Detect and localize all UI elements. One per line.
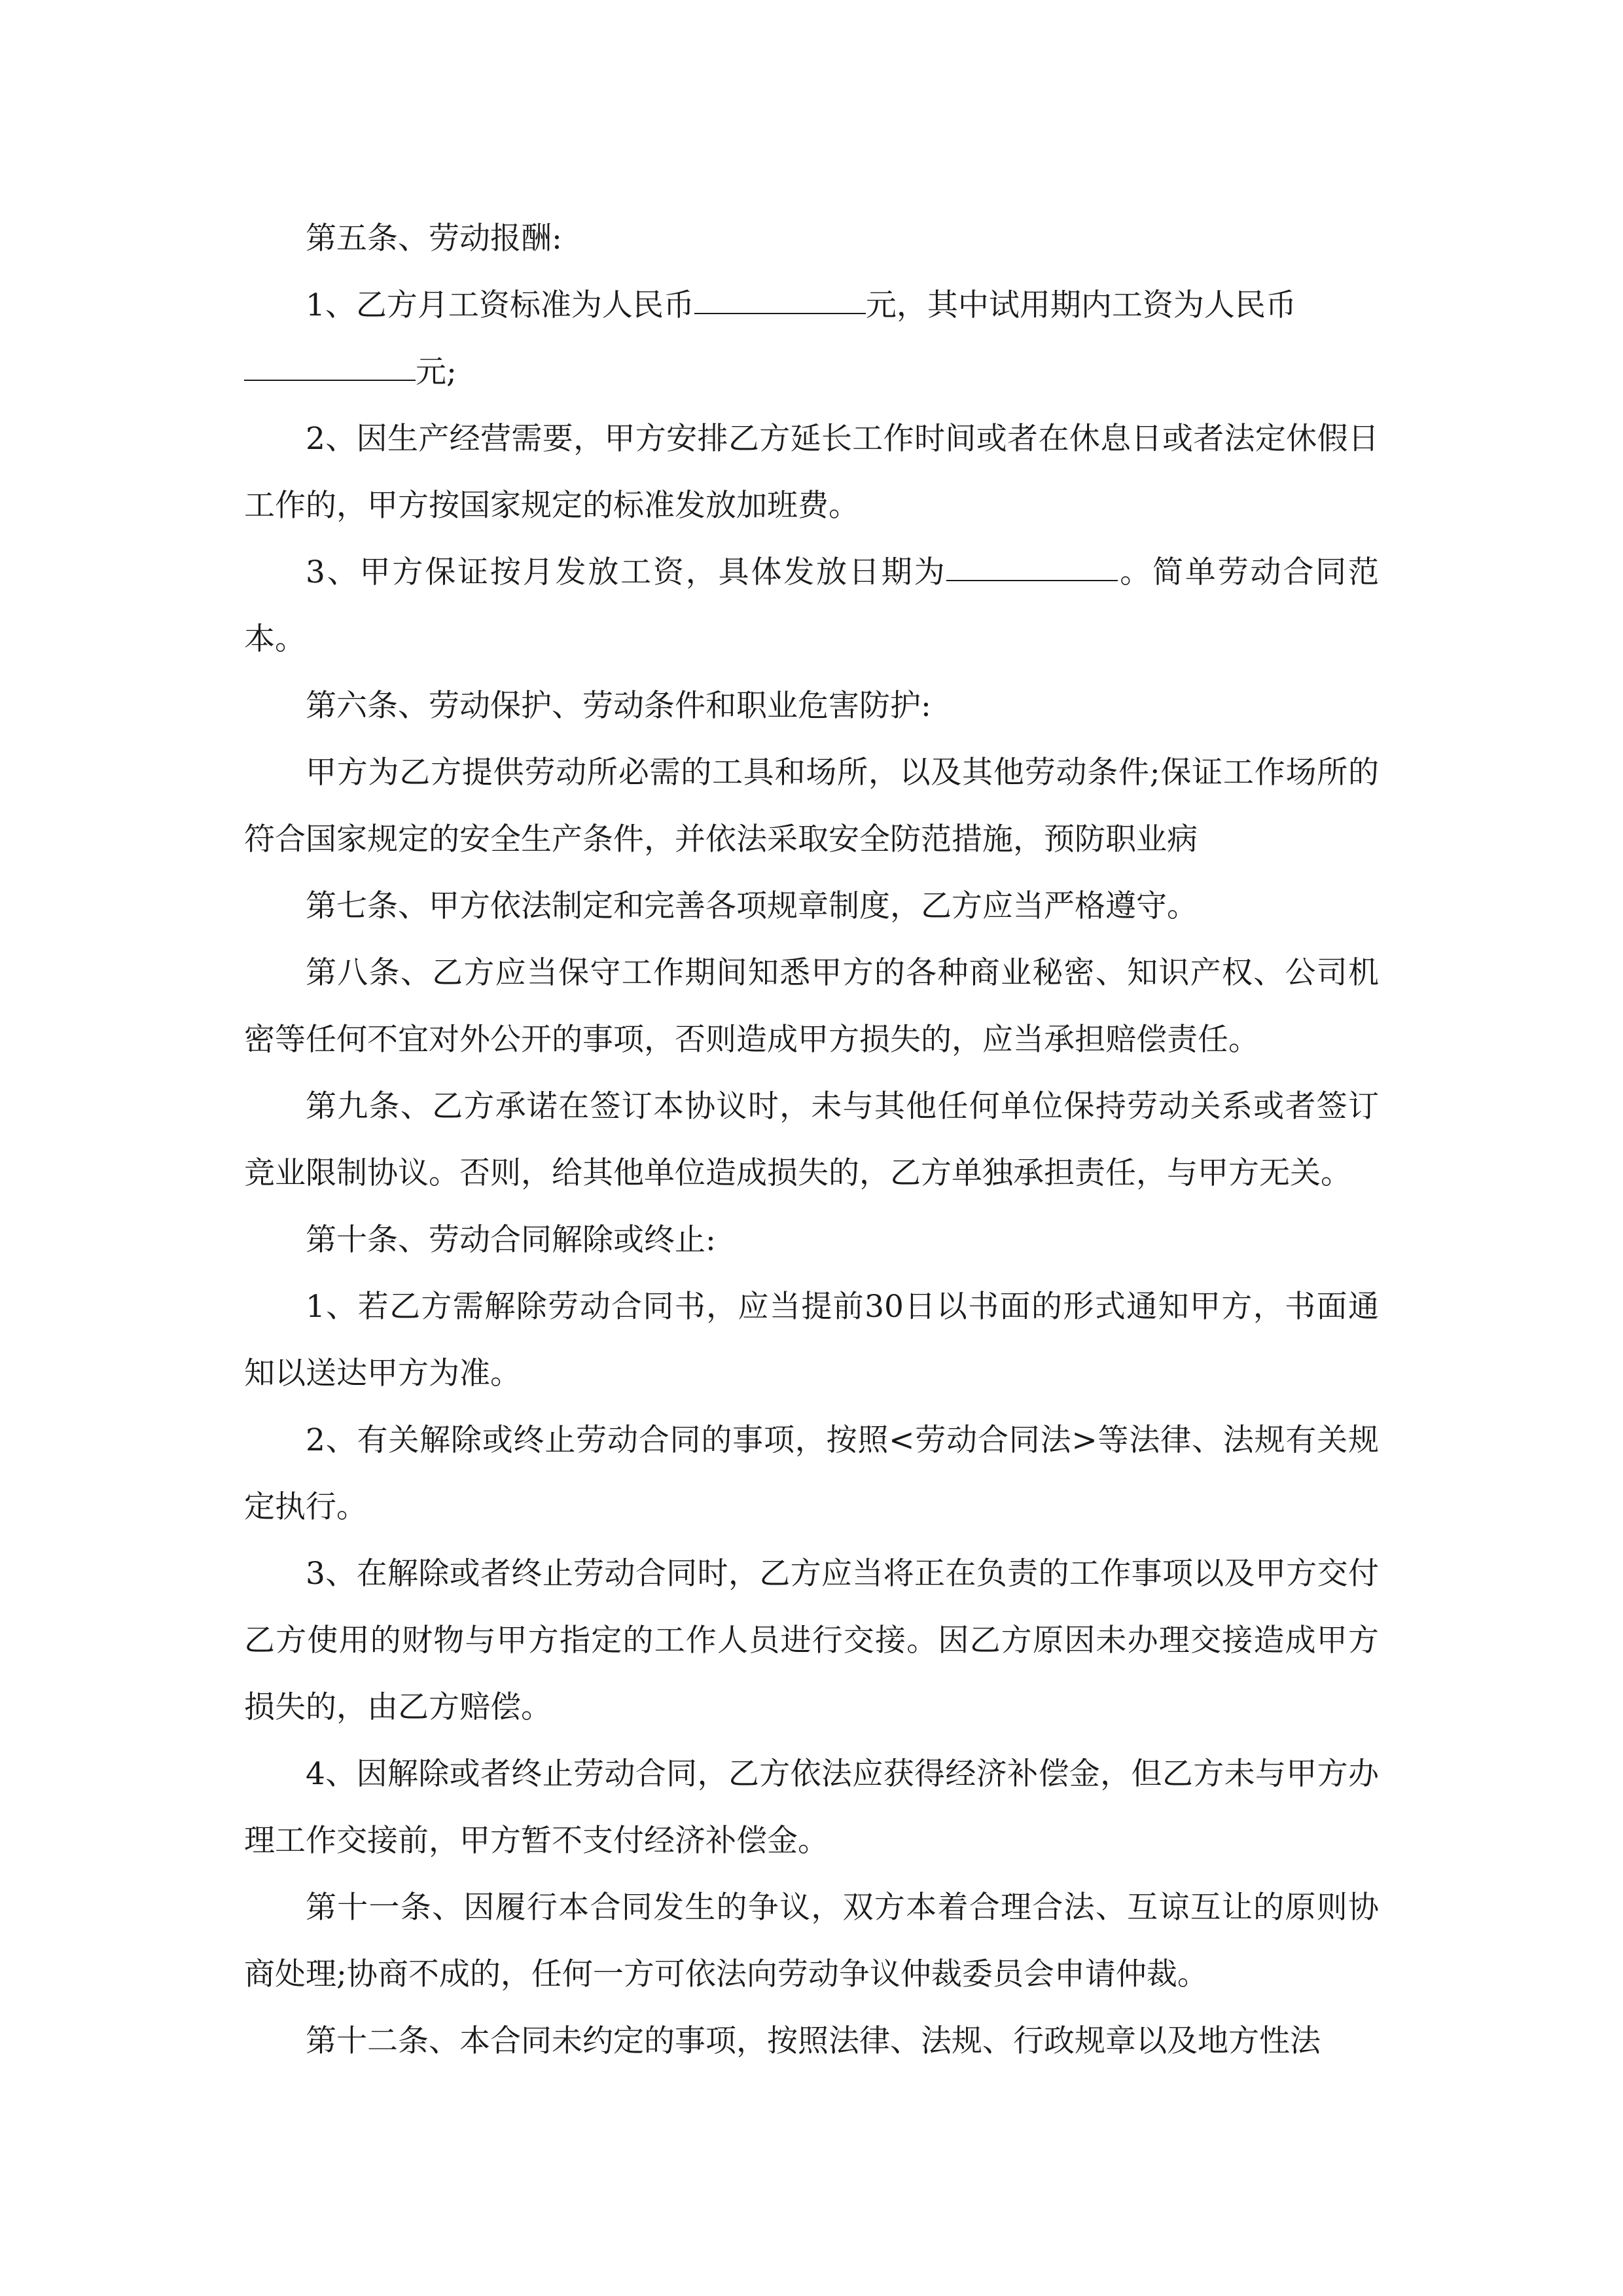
article-5-clause-1: 1、乙方月工资标准为人民币 元，其中试用期内工资为人民币 元;	[244, 272, 1379, 406]
article-5-clause-3: 3、甲方保证按月发放工资，具体发放日期为 。简单劳动合同范本。	[244, 539, 1379, 673]
probation-salary-blank[interactable]	[244, 342, 416, 381]
article-6-body: 甲方为乙方提供劳动所必需的工具和场所，以及其他劳动条件;保证工作场所的符合国家规定的安全生产条件，并依法采取安全防范措施，预防职业病	[244, 755, 1379, 857]
article-10-clause-4: 4、因解除或者终止劳动合同，乙方依法应获得经济补偿金，但乙方未与甲方办理工作交接前，甲方暂不支付经济补偿金。	[244, 1756, 1379, 1859]
article-10-clause-3: 3、在解除或者终止劳动合同时，乙方应当将正在负责的工作事项以及甲方交付乙方使用的财物与甲方指定的工作人员进行交接。因乙方原因未办理交接造成甲方损失的，由乙方赔偿。	[244, 1556, 1379, 1725]
article-5-heading: 第五条、劳动报酬:	[306, 221, 562, 257]
salary-blank[interactable]	[694, 275, 866, 314]
article-9: 第九条、乙方承诺在签订本协议时，未与其他任何单位保持劳动关系或者签订竞业限制协议。否则，给其他单位造成损失的，乙方单独承担责任，与甲方无关。	[244, 1088, 1379, 1191]
article-10-clause-2: 2、有关解除或终止劳动合同的事项，按照<劳动合同法>等法律、法规有关规定执行。	[244, 1422, 1379, 1525]
article-11: 第十一条、因履行本合同发生的争议，双方本着合理合法、互谅互让的原则协商处理;协商不成的，任何一方可依法向劳动争议仲裁委员会申请仲裁。	[244, 1890, 1379, 1992]
article-5-clause-2: 2、因生产经营需要，甲方安排乙方延长工作时间或者在休息日或者法定休假日工作的，甲方按国家规定的标准发放加班费。	[244, 421, 1379, 524]
contract-body	[244, 206, 1379, 2075]
article-10-heading: 第十条、劳动合同解除或终止:	[306, 1222, 716, 1258]
article-7: 第七条、甲方依法制定和完善各项规章制度，乙方应当严格遵守。	[306, 888, 1198, 924]
article-12: 第十二条、本合同未约定的事项，按照法律、法规、行政规章以及地方性法	[306, 2023, 1321, 2059]
article-6-heading: 第六条、劳动保护、劳动条件和职业危害防护:	[306, 688, 931, 724]
article-10-clause-1: 1、若乙方需解除劳动合同书，应当提前30日以书面的形式通知甲方，书面通知以送达甲方为准。	[244, 1289, 1379, 1391]
article-8: 第八条、乙方应当保守工作期间知悉甲方的各种商业秘密、知识产权、公司机密等任何不宜对外公开的事项，否则造成甲方损失的，应当承担赔偿责任。	[244, 955, 1379, 1058]
pay-date-blank[interactable]	[946, 542, 1118, 581]
